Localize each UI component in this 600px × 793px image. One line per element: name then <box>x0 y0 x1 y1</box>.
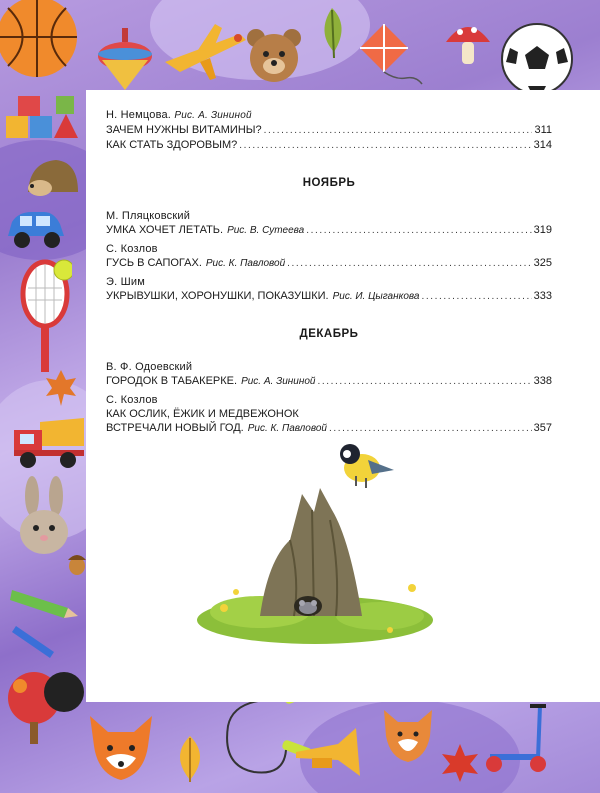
illustrator-credit: Рис. К. Павловой <box>247 423 327 434</box>
teddy-bear-icon <box>244 26 304 86</box>
acorn-icon <box>66 548 88 576</box>
illustrator-credit: Рис. А. Зининой <box>241 376 316 387</box>
toc-page-number: 314 <box>533 139 552 151</box>
stump-with-bird-and-mouse-illustration <box>190 440 440 655</box>
section-heading-december: ДЕКАБРЬ <box>299 328 359 340</box>
soccer-ball-icon <box>500 22 574 96</box>
bunny-icon <box>12 474 76 558</box>
leaf-icon <box>314 6 350 60</box>
toc-page-number: 357 <box>533 422 552 434</box>
titmouse-bird <box>340 444 394 488</box>
illustrator-credit: Рис. В. Сутеева <box>227 225 305 236</box>
kite-icon <box>356 22 426 92</box>
spinning-top-icon <box>96 28 154 92</box>
dot-leader <box>239 139 531 153</box>
ping-pong-icon <box>4 668 88 748</box>
toc-entry-title: КАК ОСЛИК, ЁЖИК И МЕДВЕЖОНОК <box>106 408 299 420</box>
toc-entry-title: ВСТРЕЧАЛИ НОВЫЙ ГОД. <box>106 422 244 434</box>
toc-author: С. Козлов <box>106 394 158 406</box>
toc-page-number: 338 <box>533 375 552 387</box>
toc-author: Н. Немцова. Рис. А. Зининой <box>106 109 252 121</box>
toy-blocks-icon <box>4 96 80 148</box>
dot-leader <box>306 224 531 238</box>
toc-entry <box>106 374 552 389</box>
dot-leader <box>287 257 531 271</box>
autumn-leaf-icon <box>440 742 480 782</box>
toc-page-number: 319 <box>533 224 552 236</box>
dot-leader <box>317 375 531 389</box>
hedgehog-icon <box>26 156 80 198</box>
tennis-racket-icon <box>18 258 72 376</box>
toc-entry <box>106 123 552 138</box>
table-of-contents <box>106 108 552 436</box>
toc-entry-title: УМКА ХОЧЕТ ЛЕТАТЬ. <box>106 224 224 236</box>
illustrator-credit: Рис. К. Павловой <box>205 258 286 269</box>
toc-entry <box>106 138 552 153</box>
toc-entry-title: ЗАЧЕМ НУЖНЫ ВИТАМИНЫ? <box>106 124 262 136</box>
scooter-icon <box>480 702 552 774</box>
airplane-icon <box>160 22 250 82</box>
toc-entry-title: ГУСЬ В САПОГАХ. <box>106 257 202 269</box>
mushroom-icon <box>442 18 494 68</box>
toc-entry <box>106 256 552 271</box>
toc-page-number: 311 <box>534 124 552 136</box>
toc-page-number: 325 <box>533 257 552 269</box>
toc-entry-title: КАК СТАТЬ ЗДОРОВЫМ? <box>106 139 238 151</box>
dot-leader <box>264 124 533 138</box>
trumpet-icon <box>292 718 370 784</box>
illustrator-credit: Рис. А. Зининой <box>174 110 252 121</box>
leaf-icon <box>170 734 210 784</box>
toc-entry <box>106 223 552 238</box>
toc-entry-title: ГОРОДОК В ТАБАКЕРКЕ. <box>106 375 238 387</box>
pencil-icon <box>10 580 80 660</box>
toc-entry <box>106 289 552 304</box>
toc-author: Э. Шим <box>106 276 146 288</box>
toc-page-number: 333 <box>533 290 552 302</box>
basketball-icon <box>0 0 80 80</box>
toc-author: С. Козлов <box>106 243 158 255</box>
dot-leader <box>421 290 531 304</box>
fox-icon <box>380 706 436 766</box>
section-heading-november: НОЯБРЬ <box>302 177 356 189</box>
dot-leader <box>329 422 532 436</box>
toy-car-icon <box>4 206 68 252</box>
toc-author: М. Пляцковский <box>106 210 191 222</box>
illustrator-credit: Рис. И. Цыганкова <box>332 291 420 302</box>
autumn-leaf-icon <box>44 368 78 408</box>
toc-entry-title: УКРЫВУШКИ, ХОРОНУШКИ, ПОКАЗУШКИ. <box>106 290 329 302</box>
dump-truck-icon <box>10 414 88 472</box>
toc-author: В. Ф. Одоевский <box>106 361 193 373</box>
toc-entry <box>106 421 552 436</box>
fox-icon <box>84 710 158 784</box>
